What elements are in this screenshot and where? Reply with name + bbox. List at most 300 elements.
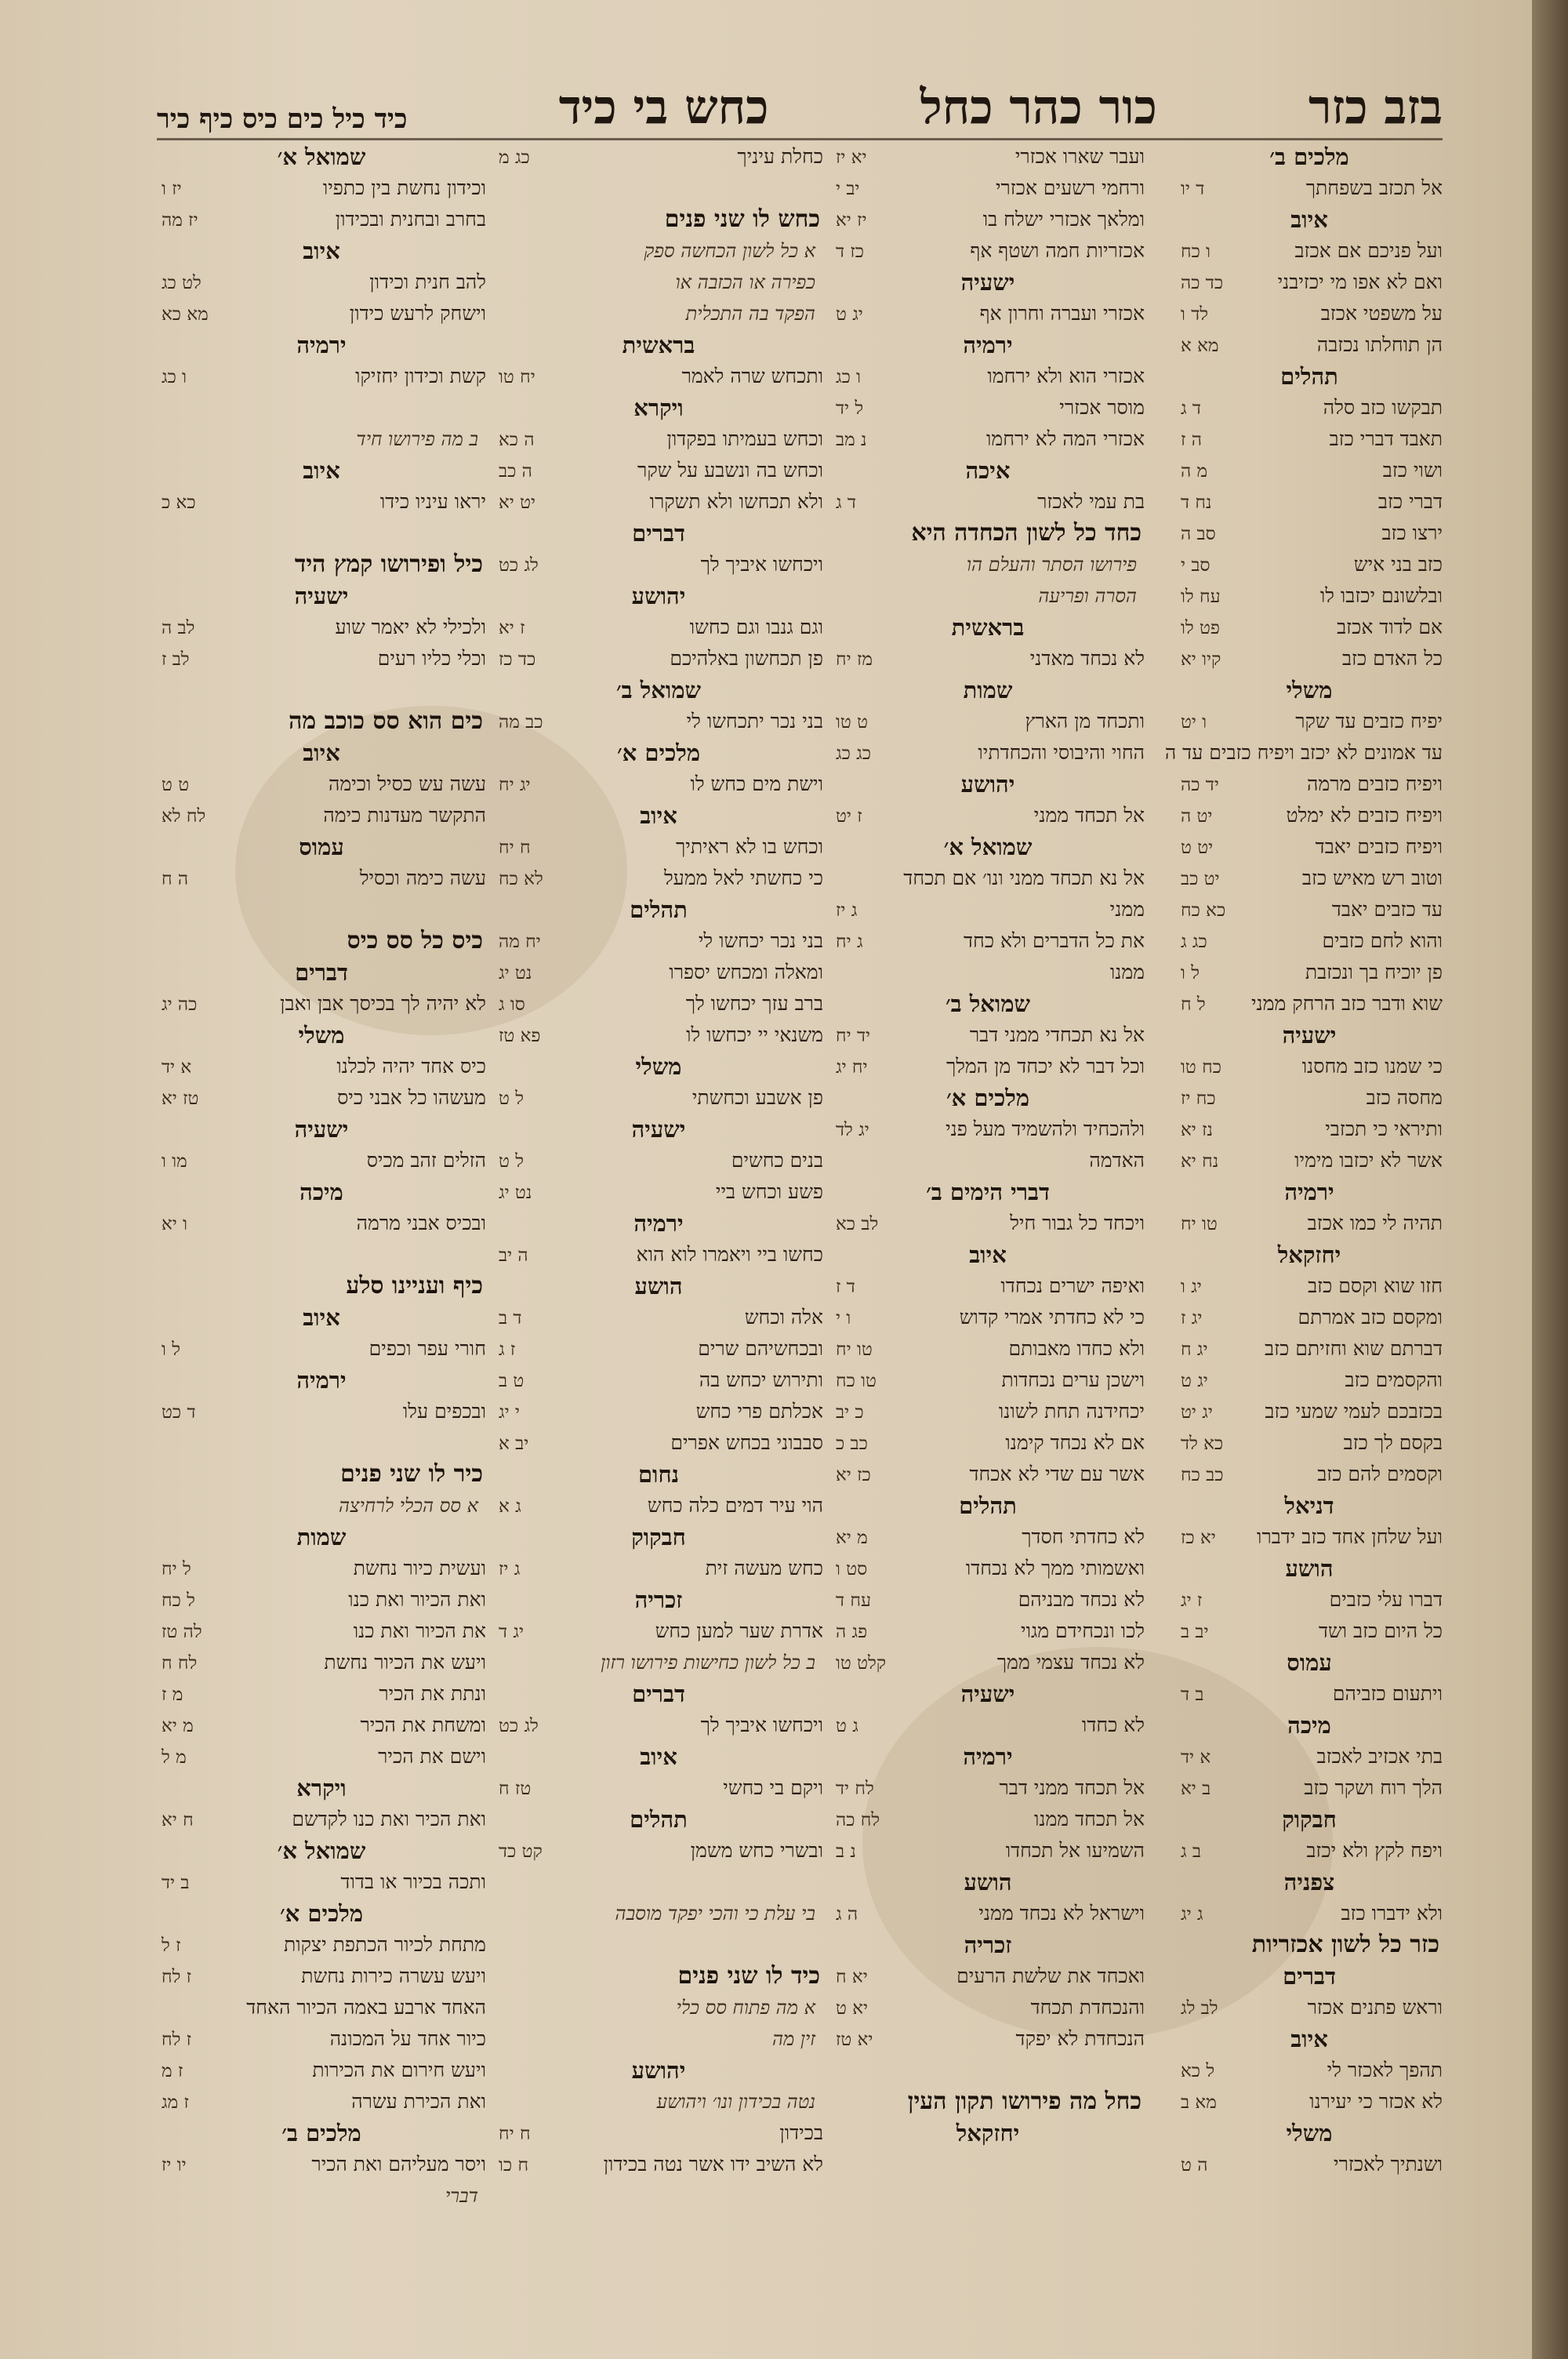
citation-reference: יב ב [1181, 1622, 1209, 1642]
book-heading: ישעיה [631, 1116, 686, 1143]
root-heading: כיל ופירושו קמץ היד [294, 551, 483, 578]
citation-line [831, 1992, 1145, 2023]
citation-reference: מ יא [836, 1528, 868, 1548]
citation-reference: ו י [836, 1308, 851, 1329]
citation-reference: ו כג [836, 367, 862, 387]
citation-reference: כג מ [499, 147, 530, 168]
citation-line [1176, 863, 1443, 894]
header-col4: כיד כיל כים כיס כיף כיר [157, 104, 408, 135]
citation-text: עשה עש כסיל וכימה [328, 772, 486, 795]
spacer [494, 173, 823, 204]
citation-reference: יב י [836, 179, 860, 199]
citation-reference: ז יט [836, 806, 862, 827]
citation-line [1176, 1835, 1443, 1866]
citation-reference: ג יג [1181, 1904, 1203, 1925]
citation-text: ירצו כזב [1381, 522, 1443, 544]
citation-text: ויעש את הכיור נחשת [324, 1651, 486, 1674]
citation-reference: טז יא [162, 1089, 199, 1109]
citation-reference: יח מה [499, 932, 541, 952]
citation-reference: כב מה [499, 712, 543, 732]
citation-line [494, 1145, 823, 1176]
citation-text: מעשהו כל אבני כיס [337, 1086, 486, 1109]
citation-reference: ז ג [499, 1339, 516, 1360]
spacer [494, 1929, 823, 1961]
citation-reference: יא יז [836, 147, 867, 168]
book-heading: נחום [637, 1461, 680, 1488]
citation-text: ותירוש יכחש בה [699, 1369, 823, 1391]
citation-reference: ה כב [499, 461, 532, 482]
book-heading: חבקוק [631, 1524, 686, 1550]
book-heading: שמואל א׳ [277, 144, 366, 170]
citation-reference: ח יח [499, 838, 531, 858]
book-heading: תהלים [630, 1806, 688, 1833]
root-heading: כיף ועניינו סלע [346, 1272, 483, 1299]
citation-text: כחש מעשה זית [705, 1557, 823, 1579]
citation-text: ובכיס אבני מרמה [356, 1212, 486, 1234]
citation-reference: כב כ [836, 1434, 868, 1454]
citation-reference: סו ג [499, 994, 525, 1015]
citation-reference: נט יג [499, 1183, 532, 1203]
citation-reference: ל יד [836, 398, 864, 419]
citation-reference: ל ו [1181, 963, 1200, 983]
book-heading: יהושע [631, 583, 686, 609]
citation-reference: לב לג [1181, 1998, 1218, 2019]
citation-text: הוי עיר דמים כלה כחש [647, 1494, 823, 1517]
citation-reference: ז מג [162, 2092, 189, 2113]
citation-text: משנאי יי יכחשו לו [686, 1023, 823, 1046]
citation-line [157, 1961, 486, 1992]
header-col1: בזב כזר [1308, 80, 1443, 135]
citation-line [831, 1427, 1145, 1459]
citation-reference: ב ג [1181, 1841, 1201, 1862]
citation-reference: יז מה [162, 210, 198, 231]
citation-text: וטוב רש מאיש כזב [1301, 867, 1443, 889]
citation-line [1176, 957, 1443, 988]
citation-text: האחד ארבע באמה הכיור האחד [246, 1996, 486, 2019]
citation-line [831, 894, 1145, 925]
citation-line [157, 361, 486, 392]
citation-line [831, 173, 1145, 204]
citation-reference: נח ד [1181, 493, 1212, 513]
citation-line [157, 1710, 486, 1741]
citation-line [494, 643, 823, 674]
citation-reference: סט ו [836, 1559, 868, 1579]
book-heading: משלי [298, 1022, 345, 1049]
concordance-column-2 [831, 141, 1145, 2204]
citation-text: וישם את הכיר [378, 1745, 486, 1768]
citation-line [494, 769, 823, 800]
citation-text: ועבר שארו אכזרי [1014, 145, 1145, 168]
book-heading: יהושע [631, 2057, 686, 2084]
citation-line [494, 2117, 823, 2149]
book-heading: חבקוק [1282, 1806, 1337, 1833]
citation-reference: א יד [162, 1057, 192, 1078]
citation-text: ולא ידברו כזב [1341, 1902, 1443, 1925]
citation-text: לכו ונכחידם מגוי [1021, 1619, 1145, 1642]
citation-reference: כד כז [499, 649, 536, 670]
citation-text: על משפטי אכזב [1320, 302, 1443, 325]
citation-text: ואת הכירת עשרה [351, 2090, 486, 2113]
citation-text: דברו עלי כזבים [1329, 1588, 1443, 1611]
citation-text: אם לא נכחד קימנו [1005, 1431, 1145, 1454]
citation-reference: פג ה [836, 1622, 868, 1642]
citation-reference: כא כ [162, 493, 196, 513]
book-heading: איוב [1290, 2026, 1328, 2052]
citation-reference: טו יח [1181, 1214, 1218, 1234]
citation-line [494, 361, 823, 392]
citation-reference: ז לח [162, 1967, 192, 1987]
book-heading: שמות [963, 677, 1013, 703]
book-heading: איוב [303, 457, 340, 484]
citation-line [1176, 518, 1443, 549]
citation-line [494, 1020, 823, 1051]
citation-text: ויפח לקץ ולא יכזב [1306, 1839, 1443, 1862]
citation-reference: מ ה [1181, 461, 1208, 482]
citation-text: בכזבכם לעמי שמעי כזב [1265, 1400, 1443, 1423]
citation-line [494, 1333, 823, 1365]
definition-note: בי עלת כי והכי יפקד מוסבה [615, 1903, 815, 1925]
citation-text: ורחמי רשעים אכזרי [995, 176, 1145, 199]
citation-text: דברי כזב [1377, 490, 1443, 513]
citation-text: עד אמונים לא יכזב ויפיח כזבים עד ה [1164, 741, 1443, 764]
citation-reference: ח כו [499, 2155, 529, 2175]
citation-reference: טו יח [836, 1339, 873, 1360]
spacer [157, 392, 486, 423]
citation-reference: ה ח [162, 869, 189, 889]
citation-text: אכזרי ועברה וחרון אף [979, 302, 1145, 325]
citation-text: אדרת שער למען כחש [655, 1619, 823, 1642]
definition-note: הפקד בה התכלית [685, 303, 815, 325]
book-heading: מלכים א׳ [616, 740, 701, 766]
citation-text: ויפיח כזבים מרמה [1307, 772, 1443, 795]
citation-reference: מז יח [836, 649, 873, 670]
definition-note: פירושו הסתר והעלם הו [966, 554, 1137, 576]
citation-text: דברתם שוא וחזיתם כזב [1265, 1337, 1443, 1360]
citation-text: ויסר מעליהם ואת הכיר [311, 2153, 486, 2175]
citation-reference: ה ז [1181, 430, 1202, 450]
citation-line [831, 1772, 1145, 1804]
citation-text: הנכחדת לא יפקד [1015, 2027, 1145, 2050]
citation-reference: יא טז [836, 2030, 873, 2050]
citation-reference: ה ג [836, 1904, 858, 1925]
citation-line [1176, 455, 1443, 486]
citation-text: וכחש בו לא ראיתיך [675, 835, 823, 858]
citation-text: בנים כחשים [731, 1149, 823, 1172]
citation-reference: ד יו [1181, 179, 1205, 199]
header-col3: כחש בי כיד [558, 80, 769, 135]
citation-reference: לח ח [162, 1653, 198, 1674]
citation-line [157, 643, 486, 674]
citation-line [831, 235, 1145, 267]
citation-text: ואיפה ישרים נכחדו [1000, 1274, 1145, 1297]
spacer [157, 1239, 486, 1270]
citation-text: וקסמים להם כזב [1317, 1463, 1443, 1485]
citation-text: והנכחדת תכחד [1030, 1996, 1145, 2019]
citation-line [494, 988, 823, 1020]
citation-line [494, 1176, 823, 1208]
citation-line [157, 1584, 486, 1616]
citation-reference: ח יא [162, 1810, 194, 1830]
citation-reference: לט כג [162, 273, 201, 293]
citation-line [1176, 1521, 1443, 1553]
citation-text: ותכחד מן הארץ [1025, 710, 1145, 732]
book-heading: שמות [296, 1524, 347, 1550]
citation-line [1176, 831, 1443, 863]
citation-line [157, 1992, 486, 2023]
citation-line [157, 1051, 486, 1082]
citation-text: אל נא תכחד ממני ונו׳ אם תכחד [903, 867, 1145, 889]
citation-line [831, 1270, 1145, 1302]
citation-line [1176, 769, 1443, 800]
definition-note: הסרה ופריעה [1038, 585, 1137, 607]
citation-line [1176, 1992, 1443, 2023]
citation-text: וישראל לא נכחד ממני [978, 1902, 1145, 1925]
concordance-column-1 [1164, 141, 1443, 2204]
book-heading: ירמיה [1284, 1179, 1334, 1205]
citation-line [831, 1710, 1145, 1741]
citation-reference: כא לד [1181, 1434, 1224, 1454]
citation-text: ואכחד את שלשת הרעים [956, 1965, 1145, 1987]
book-heading: איוב [969, 1241, 1007, 1268]
citation-line [831, 1835, 1145, 1866]
book-heading: דברים [1283, 1963, 1336, 1990]
citation-text: ומלאך אכזרי ישלח בו [982, 208, 1145, 231]
citation-reference: כג ג [1181, 932, 1207, 952]
citation-text: בקסם לך כזב [1343, 1431, 1443, 1454]
citation-line [157, 204, 486, 235]
citation-reference: יט ט [1181, 838, 1214, 858]
citation-text: ויעש עשרה כירות נחשת [301, 1965, 486, 1987]
citation-text: ושוי כזב [1382, 459, 1443, 482]
citation-reference: ד ז [836, 1277, 855, 1297]
citation-reference: מא ב [1181, 2092, 1217, 2113]
citation-line [831, 1302, 1145, 1333]
citation-line [494, 1365, 823, 1396]
citation-text: ואם לא אפו מי יכזיבני [1277, 271, 1443, 293]
citation-reference: נ ב [836, 1841, 856, 1862]
running-headers [157, 72, 1443, 135]
citation-reference: נט יג [499, 963, 532, 983]
citation-reference: לג כט [499, 1716, 539, 1736]
citation-reference: ו יט [1181, 712, 1207, 732]
citation-text: ותכה בכיור או בדוד [340, 1870, 486, 1893]
citation-text: לא יהיה לך בכיסך אבן ואבן [280, 992, 486, 1015]
citation-text: כל האדם כזב [1341, 647, 1443, 670]
citation-line [1176, 1741, 1443, 1772]
citation-reference: יג לד [836, 1120, 869, 1140]
citation-reference: יט כב [1181, 869, 1220, 889]
citation-text: סבבוני בכחש אפרים [670, 1431, 823, 1454]
book-heading: תהלים [630, 896, 688, 923]
citation-line [157, 863, 486, 894]
book-heading: שמואל א׳ [943, 834, 1033, 860]
citation-line [831, 141, 1145, 173]
citation-line [1176, 580, 1443, 612]
citation-line [1176, 1145, 1443, 1176]
citation-line [494, 863, 823, 894]
citation-reference: ל ט [499, 1151, 524, 1172]
citation-reference: ד ג [836, 493, 856, 513]
citation-line [157, 2023, 486, 2055]
citation-line [831, 1396, 1145, 1427]
citation-text: ויקם בי כחשי [723, 1776, 823, 1799]
citation-reference: כה יג [162, 994, 198, 1015]
citation-reference: ג יז [499, 1559, 521, 1579]
citation-line [157, 800, 486, 831]
citation-text: לא נכחד מאדני [1029, 647, 1145, 670]
book-heading: איוב [303, 740, 340, 766]
book-heading: ישעיה [960, 269, 1015, 296]
book-heading: ויקרא [296, 1775, 347, 1801]
citation-line [494, 1302, 823, 1333]
citation-text: וכל דבר לא יכחד מן המלך [946, 1055, 1145, 1078]
citation-text: עד כזבים יאבד [1331, 898, 1443, 921]
citation-line [157, 1678, 486, 1710]
citation-reference: יו יז [162, 2155, 187, 2175]
citation-line [494, 2149, 823, 2180]
citation-text: אל תכחד ממנו [1033, 1808, 1145, 1830]
book-heading: מלכים ב׳ [1269, 144, 1349, 170]
citation-line [494, 1239, 823, 1270]
citation-line [157, 1082, 486, 1114]
book-heading: שמואל ב׳ [615, 677, 702, 703]
citation-line [1176, 988, 1443, 1020]
citation-line [157, 769, 486, 800]
citation-text: פן תכחשון באלהיכם [670, 647, 823, 670]
citation-line [1176, 925, 1443, 957]
citation-line [831, 1114, 1145, 1145]
citation-text: ויפיח כזבים יאבד [1315, 835, 1443, 858]
root-heading: כיס כל סס כיס [347, 927, 483, 954]
citation-reference: נז יא [1181, 1120, 1214, 1140]
citation-line [157, 1741, 486, 1772]
citation-reference: כג כג [836, 743, 871, 764]
citation-text: לא כחדו [1081, 1714, 1145, 1736]
citation-reference: לח לא [162, 806, 206, 827]
citation-text: חורי עפר וכפים [368, 1337, 486, 1360]
citation-reference: ג ט [836, 1716, 858, 1736]
citation-reference: ה יב [499, 1245, 528, 1266]
citation-reference: ל כח [162, 1590, 195, 1611]
citation-text: ויכחשו איביך לך [700, 1714, 823, 1736]
citation-text: את כל הדברים ולא כחד [964, 929, 1145, 952]
citation-text: וישחק לרעש כידון [349, 302, 486, 325]
header-col2: כור כהר כחל [920, 80, 1157, 135]
citation-line [157, 2055, 486, 2086]
citation-reference: יא ח [836, 1967, 868, 1987]
citation-reference: קיו יא [1181, 649, 1221, 670]
citation-line [831, 1020, 1145, 1051]
definition-note: א מה פתוח סס כלי [676, 1997, 815, 2019]
root-heading: כיד לו שני פנים [677, 1962, 820, 1990]
citation-text: ותכחש שרה לאמר [681, 365, 823, 387]
citation-line [157, 2086, 486, 2117]
book-heading: ירמיה [963, 332, 1013, 358]
book-heading: מיכה [1287, 1712, 1331, 1739]
citation-text: חזו שוא וקסם כזב [1308, 1274, 1443, 1297]
book-heading: הושע [964, 1869, 1012, 1896]
citation-text: כיס אחד יהיה לכלנו [336, 1055, 486, 1078]
citation-text: מתחת לכיור הכתפת יצקות [284, 1933, 486, 1956]
citation-text: ויכחשו איביך לך [700, 553, 823, 576]
citation-text: אל נא תכחדי ממני דבר [969, 1023, 1145, 1046]
citation-text: ואשמותי ממך לא נכחדו [965, 1557, 1145, 1579]
citation-line [1176, 1396, 1443, 1427]
citation-reference: לב כא [836, 1214, 879, 1234]
citation-text: ומאלה ומכחש יספרו [669, 961, 823, 983]
citation-reference: יט ה [1181, 806, 1213, 827]
citation-text: ממנו [1109, 961, 1145, 983]
citation-text: תאבד דברי כזב [1329, 427, 1443, 450]
citation-reference: ב יד [162, 1873, 190, 1893]
citation-line [1176, 1051, 1443, 1082]
citation-text: לא אכזר כי יעירנו [1309, 2090, 1443, 2113]
citation-line [157, 988, 486, 1020]
concordance-column-3 [494, 141, 823, 2204]
root-heading: כזר כל לשון אכזריות [1251, 1931, 1439, 1958]
citation-line [157, 1396, 486, 1427]
book-heading: דברים [632, 520, 685, 547]
citation-line [1176, 1427, 1443, 1459]
definition-note: א כל לשון הכחשה ספק [644, 240, 815, 262]
citation-text: יפיח כזבים עד שקר [1295, 710, 1443, 732]
citation-text: מוסר אכזרי [1059, 396, 1145, 419]
citation-text: וכלי כליו רעים [377, 647, 486, 670]
citation-text: ונתת את הכיר [379, 1682, 486, 1705]
spacer [831, 2055, 1145, 2086]
definition-note: א סס הכלי לרחיצה [338, 1495, 478, 1517]
citation-line [831, 486, 1145, 518]
citation-reference: ל יח [162, 1559, 191, 1579]
citation-reference: יג ח [1181, 1339, 1208, 1360]
citation-text: להב חנית וכידון [369, 271, 486, 293]
citation-line [831, 1961, 1145, 1992]
citation-text: וראש פתנים אכזר [1307, 1996, 1443, 2019]
citation-reference: יג ט [1181, 1371, 1208, 1391]
citation-line [1176, 1898, 1443, 1929]
book-heading: ישעיה [960, 1681, 1015, 1707]
citation-text: יכחידנה תחת לשונו [998, 1400, 1145, 1423]
citation-reference: ג יח [836, 932, 863, 952]
citation-line [1176, 1302, 1443, 1333]
citation-reference: לב ז [162, 649, 190, 670]
citation-line [1176, 706, 1443, 737]
citation-reference: ד ב [499, 1308, 522, 1329]
citation-text: בת עמי לאכזר [1037, 490, 1145, 513]
citation-reference: יג ד [499, 1622, 524, 1642]
citation-reference: ו כח [1181, 242, 1211, 262]
citation-reference: יא ט [836, 1998, 869, 2019]
citation-text: ויתעום כזביהם [1332, 1682, 1443, 1705]
book-heading: ישעיה [1282, 1022, 1337, 1049]
citation-line [157, 2149, 486, 2180]
citation-line [494, 1616, 823, 1647]
citation-line [494, 925, 823, 957]
citation-text: ועשית כיור נחשת [353, 1557, 486, 1579]
citation-text: ותיראי כי תכזבי [1325, 1118, 1443, 1140]
book-heading: עמוס [1287, 1649, 1332, 1676]
citation-reference: יד כה [1181, 775, 1219, 795]
citation-reference: ב ד [1181, 1685, 1204, 1705]
citation-line [157, 1616, 486, 1647]
citation-reference: נ מב [836, 430, 867, 450]
citation-reference: ג א [499, 1496, 521, 1517]
citation-text: אכלתם פרי כחש [695, 1400, 823, 1423]
citation-text: אל תכחד ממני [1033, 804, 1145, 827]
citation-line [1176, 1459, 1443, 1490]
citation-text: ובכחשיהם שרים [698, 1337, 823, 1360]
citation-reference: ל כא [1181, 2061, 1215, 2081]
